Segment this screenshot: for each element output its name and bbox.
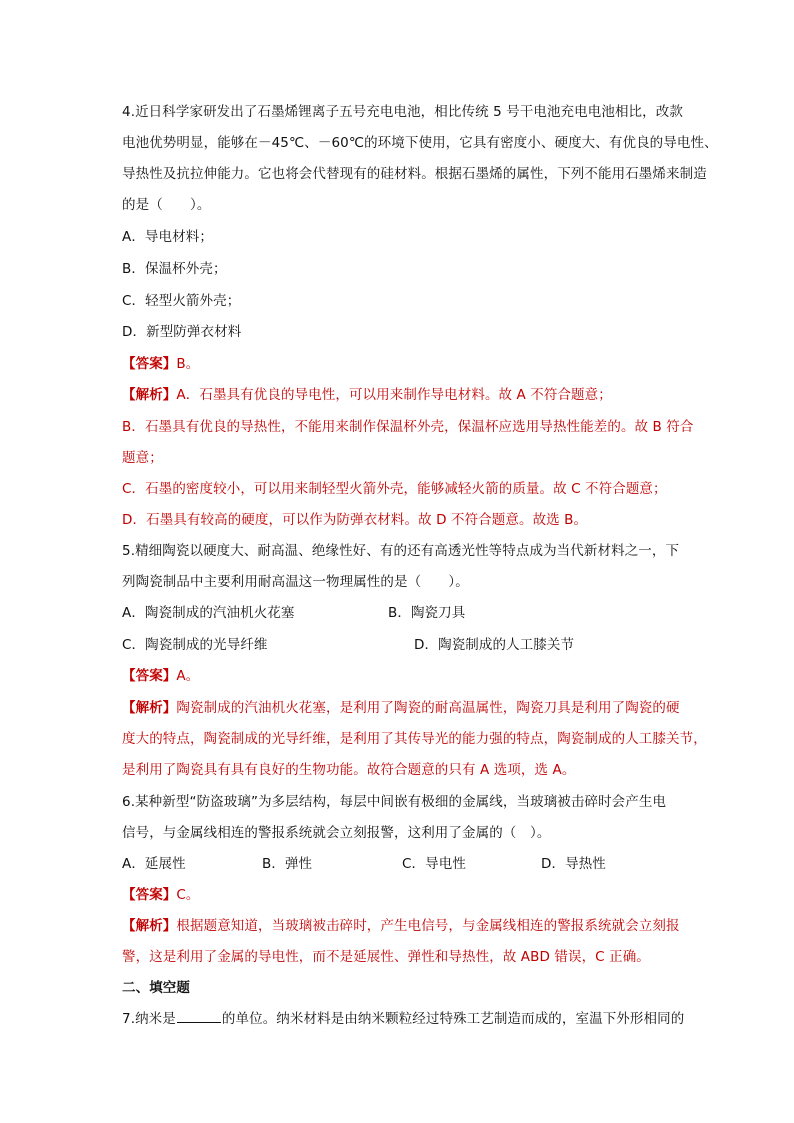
q6-analysis-line2: 警，这是利用了金属的导电性，而不是延展性、弹性和导热性，故 ABD 错误，C 正确。 (122, 949, 650, 965)
q4-answer (122, 349, 702, 381)
q4-analysis-line2: B．石墨具有优良的导热性，不能用来制作保温杯外壳，保温杯应选用导热性能差的。故 B 符合 (122, 419, 694, 435)
answer-value: C。 (176, 887, 200, 903)
q4-analysis-line5: D．石墨具有较高的硬度，可以作为防弹衣材料。故 D 不符合题意。故选 B。 (122, 512, 588, 528)
q5-analysis-line1 (122, 693, 702, 725)
analysis-text: A．石墨具有优良的导电性，可以用来制作导电材料。故 A 不符合题意； (176, 387, 612, 403)
q5-analysis-line2: 度大的特点，陶瓷制成的光导纤维，是利用了其传导光的能力强的特点，陶瓷制成的人工膝关节， (122, 731, 707, 747)
answer-tag: 【答案】 (122, 356, 177, 372)
q4-option-b: B．保温杯外壳； (122, 261, 227, 277)
q5-option-c: C．陶瓷制成的光导纤维 (122, 637, 268, 653)
analysis-text: 根据题意知道，当玻璃被击碎时，产生电信号，与金属线相连的警报系统就会立刻报 (176, 918, 680, 934)
q5-analysis-line3: 是利用了陶瓷具有具有良好的生物功能。故符合题意的只有 A 选项，选 A。 (122, 762, 576, 778)
q5-option-d: D．陶瓷制成的人工膝关节 (414, 637, 575, 653)
q4-stem-line1: 4.近日科学家研发出了石墨烯锂离子五号充电电池，相比传统 5 号干电池充电电池相比，改款 (122, 104, 683, 120)
q4-option-d: D．新型防弹衣材料 (122, 324, 242, 340)
q4-option-a: A．导电材料； (122, 229, 213, 245)
section-title-fill-in: 二、填空题 (122, 980, 190, 996)
q6-answer (122, 880, 702, 912)
q5-option-a: A．陶瓷制成的汽油机火花塞 (122, 605, 295, 621)
analysis-tag: 【解析】 (122, 700, 177, 716)
q4-analysis-line1 (122, 380, 702, 412)
q6-analysis-line1 (122, 911, 702, 943)
analysis-text: 陶瓷制成的汽油机火花塞，是利用了陶瓷的耐高温属性，陶瓷刀具是利用了陶瓷的硬 (176, 700, 680, 716)
q4-analysis-line4: C．石墨的密度较小，可以用来制轻型火箭外壳，能够减轻火箭的质量。故 C 不符合题意； (122, 481, 667, 497)
analysis-tag: 【解析】 (122, 387, 177, 403)
answer-tag: 【答案】 (122, 887, 177, 903)
q7-suffix: 的单位。纳米材料是由纳米颗粒经过特殊工艺制造而成的，室温下外形相同的 (221, 1011, 685, 1027)
answer-value: B。 (176, 356, 200, 372)
q6-option-c: C．导电性 (402, 856, 466, 872)
fill-blank[interactable] (177, 1008, 221, 1023)
answer-value: A。 (176, 668, 200, 684)
q5-stem-line1: 5.精细陶瓷以硬度大、耐高温、绝缘性好、有的还有高透光性等特点成为当代新材料之一，下 (122, 543, 680, 559)
q6-stem-line1: 6.某种新型“防盗玻璃”为多层结构，每层中间嵌有极细的金属线，当玻璃被击碎时会产生电 (122, 794, 667, 810)
q4-stem-line4: 的是（ ）。 (122, 197, 211, 213)
q4-stem-line3: 导热性及抗拉伸能力。它也将会代替现有的硅材料。根据石墨烯的属性，下列不能用石墨烯来制造 (122, 166, 707, 182)
q4-stem-line2: 电池优势明显，能够在－45℃、－60℃的环境下使用，它具有密度小、硬度大、有优良的导电性、 (122, 135, 718, 151)
answer-tag: 【答案】 (122, 668, 177, 684)
q5-answer (122, 661, 702, 693)
q6-option-a: A．延展性 (122, 856, 186, 872)
q6-stem-line2: 信号，与金属线相连的警报系统就会立刻报警，这利用了金属的（ ）。 (122, 825, 551, 841)
q5-option-b: B．陶瓷刀具 (388, 605, 466, 621)
q7-stem-line1 (122, 1004, 702, 1036)
q4-analysis-line3: 题意； (122, 450, 163, 466)
q6-option-d: D．导热性 (541, 856, 606, 872)
q4-option-c: C．轻型火箭外壳； (122, 293, 241, 309)
q7-prefix: 7.纳米是 (122, 1011, 176, 1027)
q5-stem-line2: 列陶瓷制品中主要利用耐高温这一物理属性的是（ ）。 (122, 574, 469, 590)
analysis-tag: 【解析】 (122, 918, 177, 934)
q6-option-b: B．弹性 (262, 856, 313, 872)
